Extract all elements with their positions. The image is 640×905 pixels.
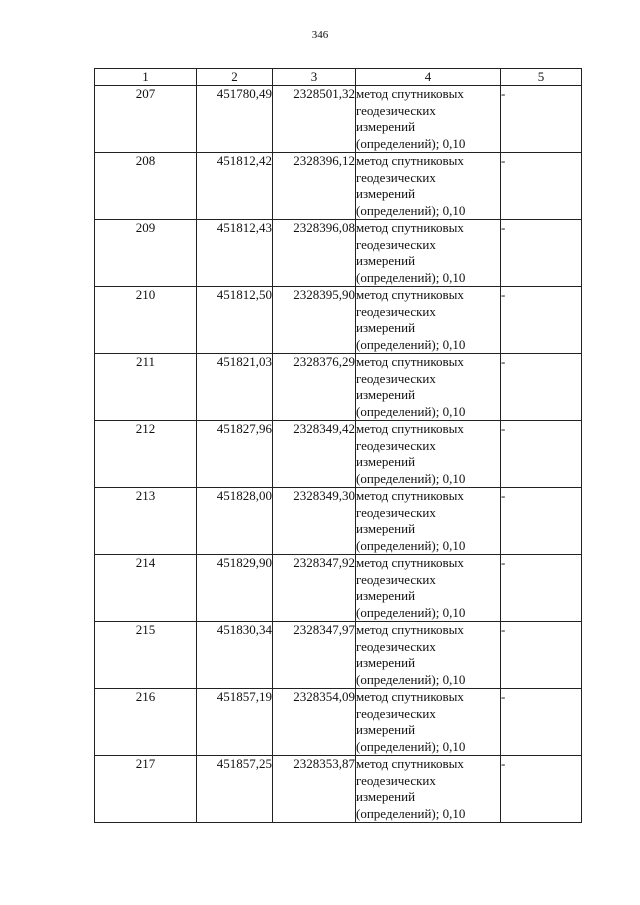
method-line: метод спутниковых — [356, 220, 464, 235]
method-line: измерений — [356, 387, 416, 402]
y-coordinate-cell: 2328396,12 — [273, 153, 356, 220]
header-col-3: 3 — [273, 69, 356, 86]
method-line: геодезических — [356, 169, 436, 185]
method-line: (определений); 0,10 — [356, 135, 466, 151]
header-col-4: 4 — [356, 69, 501, 86]
method-line: метод спутниковых — [356, 689, 464, 704]
method-line: (определений); 0,10 — [356, 537, 466, 553]
x-coordinate-cell: 451857,19 — [197, 689, 273, 756]
point-number-cell: 214 — [95, 555, 197, 622]
point-number-cell: 207 — [95, 86, 197, 153]
method-line: измерений — [356, 722, 416, 737]
x-coordinate-cell: 451829,90 — [197, 555, 273, 622]
method-line: геодезических — [356, 370, 436, 386]
method-cell — [356, 756, 501, 823]
method-cell — [356, 86, 501, 153]
note-cell: - — [501, 86, 582, 153]
method-line: геодезических — [356, 437, 436, 453]
table-row — [95, 354, 582, 421]
y-coordinate-cell: 2328353,87 — [273, 756, 356, 823]
point-number-cell: 212 — [95, 421, 197, 488]
table-row — [95, 622, 582, 689]
method-cell — [356, 555, 501, 622]
method-line: метод спутниковых — [356, 622, 464, 637]
method-line: (определений); 0,10 — [356, 336, 466, 352]
method-line: метод спутниковых — [356, 354, 464, 369]
x-coordinate-cell: 451812,43 — [197, 220, 273, 287]
method-line: метод спутниковых — [356, 287, 464, 302]
table-row — [95, 756, 582, 823]
table-row — [95, 555, 582, 622]
table-row — [95, 421, 582, 488]
y-coordinate-cell: 2328501,32 — [273, 86, 356, 153]
method-cell — [356, 689, 501, 756]
method-cell — [356, 488, 501, 555]
header-col-5: 5 — [501, 69, 582, 86]
x-coordinate-cell: 451857,25 — [197, 756, 273, 823]
point-number-cell: 211 — [95, 354, 197, 421]
method-line: геодезических — [356, 638, 436, 654]
table-row — [95, 220, 582, 287]
method-line: измерений — [356, 119, 416, 134]
method-line: метод спутниковых — [356, 153, 464, 168]
method-line: геодезических — [356, 705, 436, 721]
method-line: измерений — [356, 253, 416, 268]
method-line: (определений); 0,10 — [356, 269, 466, 285]
method-cell — [356, 220, 501, 287]
method-line: геодезических — [356, 236, 436, 252]
method-line: измерений — [356, 454, 416, 469]
y-coordinate-cell: 2328349,30 — [273, 488, 356, 555]
method-line: (определений); 0,10 — [356, 470, 466, 486]
point-number-cell: 210 — [95, 287, 197, 354]
method-line: геодезических — [356, 303, 436, 319]
point-number-cell: 209 — [95, 220, 197, 287]
method-line: метод спутниковых — [356, 555, 464, 570]
method-cell — [356, 354, 501, 421]
note-cell: - — [501, 287, 582, 354]
method-line: геодезических — [356, 571, 436, 587]
method-line: метод спутниковых — [356, 421, 464, 436]
x-coordinate-cell: 451830,34 — [197, 622, 273, 689]
note-cell: - — [501, 555, 582, 622]
point-number-cell: 215 — [95, 622, 197, 689]
method-line: измерений — [356, 521, 416, 536]
y-coordinate-cell: 2328354,09 — [273, 689, 356, 756]
note-cell: - — [501, 354, 582, 421]
note-cell: - — [501, 488, 582, 555]
y-coordinate-cell: 2328347,97 — [273, 622, 356, 689]
note-cell: - — [501, 220, 582, 287]
method-line: (определений); 0,10 — [356, 805, 466, 821]
method-line: измерений — [356, 186, 416, 201]
table-header-row — [95, 69, 582, 86]
y-coordinate-cell: 2328349,42 — [273, 421, 356, 488]
x-coordinate-cell: 451812,50 — [197, 287, 273, 354]
method-line: (определений); 0,10 — [356, 403, 466, 419]
method-line: (определений); 0,10 — [356, 671, 466, 687]
note-cell: - — [501, 756, 582, 823]
method-line: геодезических — [356, 102, 436, 118]
method-line: измерений — [356, 588, 416, 603]
coordinates-table — [94, 68, 582, 823]
method-line: измерений — [356, 789, 416, 804]
page-number: 346 — [311, 29, 329, 41]
y-coordinate-cell: 2328376,29 — [273, 354, 356, 421]
note-cell: - — [501, 689, 582, 756]
method-line: геодезических — [356, 772, 436, 788]
x-coordinate-cell: 451828,00 — [197, 488, 273, 555]
header-col-1: 1 — [95, 69, 197, 86]
note-cell: - — [501, 153, 582, 220]
x-coordinate-cell: 451827,96 — [197, 421, 273, 488]
method-line: (определений); 0,10 — [356, 202, 466, 218]
point-number-cell: 213 — [95, 488, 197, 555]
method-line: метод спутниковых — [356, 86, 464, 101]
method-line: метод спутниковых — [356, 756, 464, 771]
header-col-2: 2 — [197, 69, 273, 86]
method-line: измерений — [356, 655, 416, 670]
y-coordinate-cell: 2328347,92 — [273, 555, 356, 622]
method-cell — [356, 622, 501, 689]
method-line: метод спутниковых — [356, 488, 464, 503]
point-number-cell: 208 — [95, 153, 197, 220]
x-coordinate-cell: 451821,03 — [197, 354, 273, 421]
x-coordinate-cell: 451780,49 — [197, 86, 273, 153]
y-coordinate-cell: 2328396,08 — [273, 220, 356, 287]
table-row — [95, 488, 582, 555]
table-row — [95, 86, 582, 153]
point-number-cell: 217 — [95, 756, 197, 823]
method-line: (определений); 0,10 — [356, 604, 466, 620]
y-coordinate-cell: 2328395,90 — [273, 287, 356, 354]
table-row — [95, 153, 582, 220]
note-cell: - — [501, 421, 582, 488]
table-body — [95, 86, 582, 823]
note-cell: - — [501, 622, 582, 689]
method-line: (определений); 0,10 — [356, 738, 466, 754]
table-row — [95, 689, 582, 756]
method-cell — [356, 153, 501, 220]
method-line: измерений — [356, 320, 416, 335]
method-cell — [356, 421, 501, 488]
x-coordinate-cell: 451812,42 — [197, 153, 273, 220]
table-row — [95, 287, 582, 354]
method-line: геодезических — [356, 504, 436, 520]
point-number-cell: 216 — [95, 689, 197, 756]
method-cell — [356, 287, 501, 354]
